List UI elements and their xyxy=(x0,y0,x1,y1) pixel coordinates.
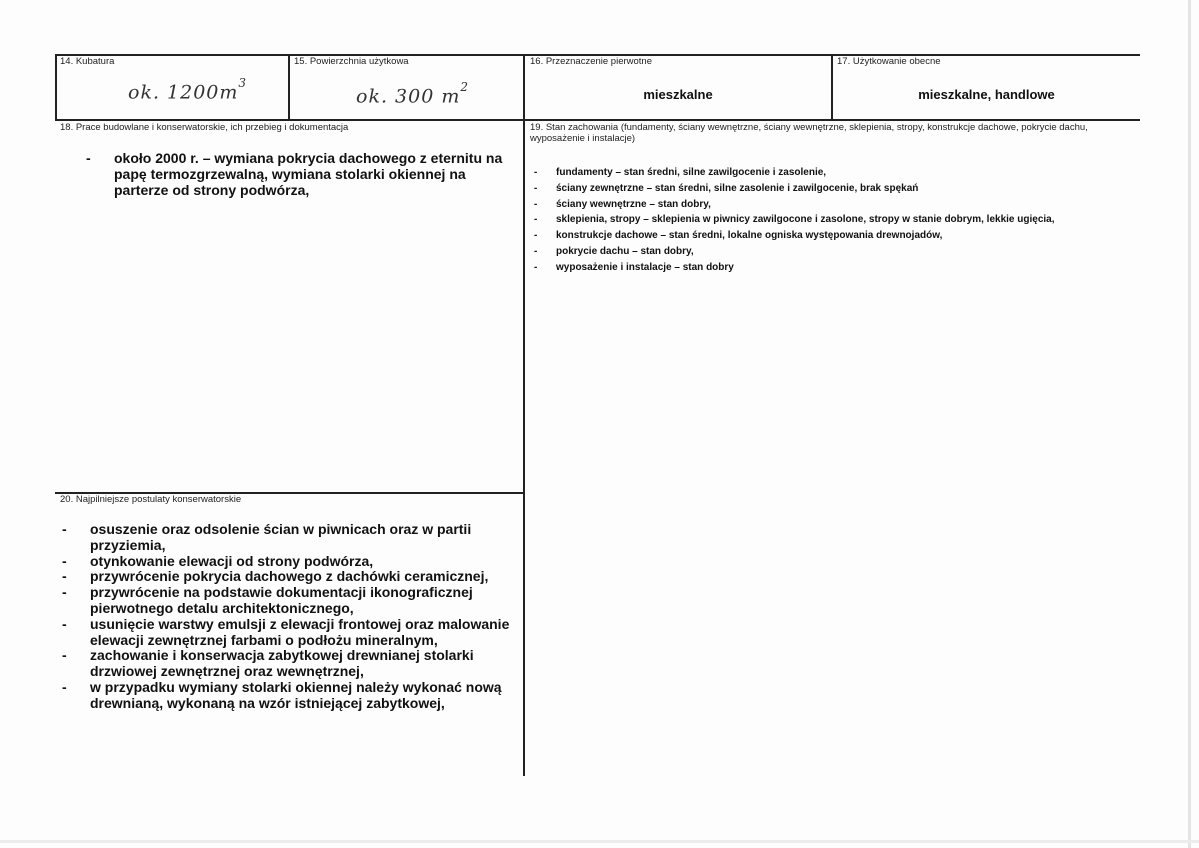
kubatura-handwritten-value xyxy=(128,76,248,104)
list-item xyxy=(528,165,1138,181)
stan-item-text: sklepienia, stropy – sklepienia w piwnicy zawilgocone i zasolone, stropy w stanie dobrym, lekkie ugięcia, xyxy=(556,214,1055,226)
kubatura-unit-exponent: 3 xyxy=(238,76,248,90)
bullet-dash: - xyxy=(534,214,538,226)
postulaty-item-text: przywrócenie pokrycia dachowego z dachówki ceramicznej, xyxy=(90,568,489,585)
bullet-dash: - xyxy=(62,647,67,664)
prace-item-text: około 2000 r. – wymiana pokrycia dachowego z eternitu na papę termozgrzewalną, wymiana stolarki okiennej na parterze od strony podwórza, xyxy=(114,150,503,198)
stan-list xyxy=(528,165,1138,276)
bullet-dash: - xyxy=(62,615,67,632)
kubatura-number: ok. 1200 xyxy=(128,81,220,104)
bullet-dash: - xyxy=(534,167,538,178)
scan-edge-bottom xyxy=(0,840,1199,843)
stan-item-text: wyposażenie i instalacje – stan dobry xyxy=(556,261,734,273)
list-item xyxy=(62,554,520,570)
list-item xyxy=(528,212,1138,228)
stan-item-text: pokrycie dachu – stan dobry, xyxy=(556,245,694,257)
list-item xyxy=(62,617,520,649)
col-divider-1 xyxy=(288,54,290,121)
przeznaczenie-value: mieszkalne xyxy=(643,87,713,102)
stan-item-text: fundamenty – stan średni, silne zawilgocenie i zasolenie, xyxy=(556,167,827,178)
prace-list xyxy=(86,151,516,198)
stan-item-text: konstrukcje dachowe – stan średni, lokalne ogniska występowania drewnojadów, xyxy=(556,230,943,242)
bullet-dash: - xyxy=(534,198,538,210)
postulaty-item-text: przywrócenie na podstawie dokumentacji ikonograficznej pierwotnego detalu architektonicznego, xyxy=(90,584,473,616)
list-item xyxy=(528,260,1138,276)
list-item xyxy=(62,680,520,712)
bullet-dash: - xyxy=(62,552,67,569)
list-item xyxy=(528,244,1138,260)
powierzchnia-label: 15. Powierzchnia użytkowa xyxy=(294,56,409,67)
stan-label: 19. Stan zachowania (fundamenty, ściany wewnętrzne, ściany wewnętrzne, sklepienia, stropy, konstrukcje dachowe, pokrycie dachu, wyposażenie i instalacje) xyxy=(530,122,1088,144)
stan-item-text: ściany zewnętrzne – stan średni, silne zasolenie i zawilgocenie, brak spękań xyxy=(556,182,919,194)
row1-bottom-border xyxy=(55,119,1140,121)
list-item xyxy=(62,522,520,554)
scan-edge-right xyxy=(1188,0,1191,848)
bullet-dash: - xyxy=(534,261,538,273)
przeznaczenie-label: 16. Przeznaczenie pierwotne xyxy=(530,56,652,67)
list-item xyxy=(62,648,520,680)
postulaty-item-text: zachowanie i konserwacja zabytkowej drewnianej stolarki drzwiowej zewnętrznej oraz wewnętrznej, xyxy=(90,647,474,680)
bullet-dash: - xyxy=(86,150,91,166)
stan-item-text: ściany wewnętrzne – stan dobry, xyxy=(556,198,711,210)
kubatura-unit: m xyxy=(219,81,239,104)
list-item xyxy=(528,197,1138,213)
postulaty-list xyxy=(62,522,520,712)
prace-label: 18. Prace budowlane i konserwatorskie, ich przebieg i dokumentacja xyxy=(60,122,349,133)
powierzchnia-unit: m xyxy=(441,85,461,108)
powierzchnia-handwritten-value xyxy=(356,80,470,108)
table-left-border xyxy=(55,54,57,121)
bullet-dash: - xyxy=(62,678,67,695)
list-item xyxy=(86,151,516,198)
list-item xyxy=(62,585,520,617)
list-item xyxy=(528,181,1138,197)
bullet-dash: - xyxy=(534,245,538,257)
bullet-dash: - xyxy=(62,584,67,601)
col-divider-2 xyxy=(523,54,525,776)
uzytkowanie-label: 17. Użytkowanie obecne xyxy=(837,56,941,67)
bullet-dash: - xyxy=(534,230,538,242)
list-item xyxy=(62,569,520,585)
postulaty-label: 20. Najpilniejsze postulaty konserwatorskie xyxy=(60,494,242,505)
bullet-dash: - xyxy=(62,521,67,537)
bullet-dash: - xyxy=(62,568,67,585)
powierzchnia-unit-exponent: 2 xyxy=(460,80,470,94)
powierzchnia-number: ok. 300 xyxy=(356,85,435,108)
bullet-dash: - xyxy=(534,182,538,194)
kubatura-label: 14. Kubatura xyxy=(60,56,115,67)
uzytkowanie-value: mieszkalne, handlowe xyxy=(918,87,1055,102)
postulaty-item-text: w przypadku wymiany stolarki okiennej należy wykonać nową drewnianą, wykonaną na wzór istniejącej zabytkowej, xyxy=(90,678,502,711)
postulaty-item-text: osuszenie oraz odsolenie ścian w piwnicach oraz w partii przyziemia, xyxy=(90,521,472,553)
list-item xyxy=(528,228,1138,244)
postulaty-item-text: otynkowanie elewacji od strony podwórza, xyxy=(90,552,374,569)
postulaty-item-text: usunięcie warstwy emulsji z elewacji frontowej oraz malowanie elewacji zewnętrznej farbami o podłożu mineralnym, xyxy=(90,615,510,648)
